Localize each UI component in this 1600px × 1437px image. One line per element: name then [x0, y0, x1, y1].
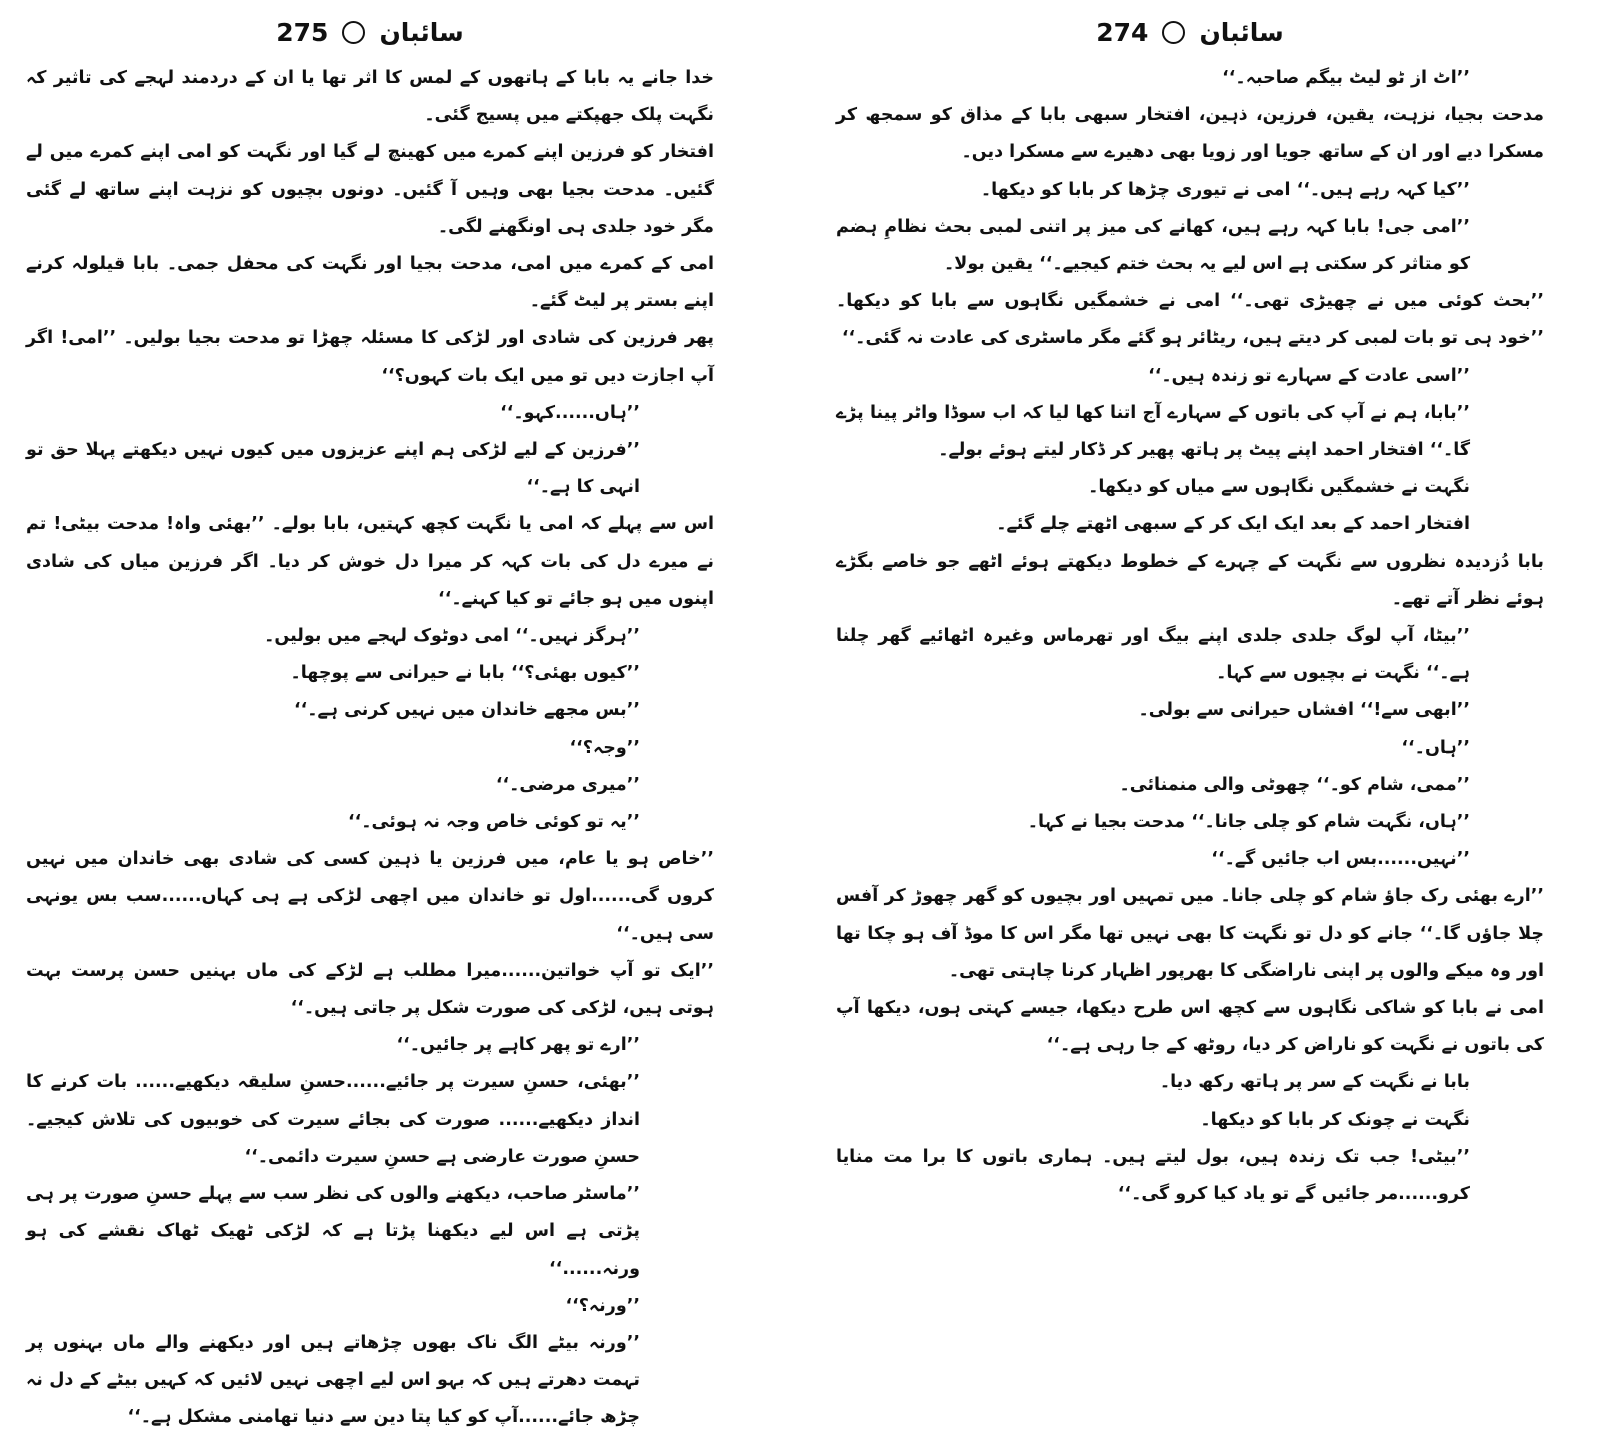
- paragraph: ’’ابھی سے!‘‘ افشاں حیرانی سے بولی۔: [1138, 700, 1470, 721]
- paragraph: بابا دُزدیدہ نظروں سے نگہت کے چہرے کے خطوط دیکھتے ہوئے اٹھے جو خاصے بگڑے ہوئے نظر آتے تھے۔: [836, 551, 1544, 609]
- paragraph: ’’بیٹا، آپ لوگ جلدی جلدی اپنے بیگ اور تھرماس وغیرہ اٹھائیے گھر چلنا ہے۔‘‘ نگہت نے بچیوں سے کہا۔: [836, 626, 1470, 684]
- paragraph: ’’ہاں۔‘‘: [1401, 737, 1470, 758]
- page-number: 274: [1096, 17, 1149, 47]
- paragraph: ’’ارے بھئی رک جاؤ شام کو چلی جانا۔ میں تمہیں اور بچیوں کو گھر چھوڑ کر آفس چلا جاؤں گا۔‘‘ جانے کو دل تو نگہت کا بھی نہیں تھا مگر اس کا موڈ آف ہو چکا تھا اور وہ میکے والوں پر اپنی ناراضگی کا بھرپور اظہار کرنا چاہتی تھی۔: [836, 886, 1544, 981]
- circle-ornament-icon: [1162, 21, 1185, 44]
- paragraph: ’’ارے تو پھر کاہے پر جائیں۔‘‘: [396, 1035, 640, 1056]
- paragraph: ’’کیوں بھئی؟‘‘ بابا نے حیرانی سے پوچھا۔: [290, 663, 640, 684]
- paragraph: ’’وجہ؟‘‘: [569, 737, 640, 758]
- paragraph: ’’بیٹی! جب تک زندہ ہیں، بول لیتے ہیں۔ ہماری باتوں کا برا مت منایا کرو......مر جائیں گے تو یاد کیا کرو گی۔‘‘: [836, 1146, 1470, 1205]
- paragraph: افتخار احمد کے بعد ایک ایک کر کے سبھی اٹھتے چلے گئے۔: [996, 514, 1470, 535]
- right-page: [830, 0, 1550, 1298]
- paragraph: ’’ورنہ بیٹے الگ ناک بھوں چڑھاتے ہیں اور دیکھنے والے ماں بہنوں پر تہمت دھرتے ہیں کہ بہو اس لیے اچھی نہیں لائیں کہ کہیں بیٹے کے دل نہ چڑھ جائے......آپ کو کیا پتا دین سے دنیا تھامنی مشکل ہے۔‘‘: [26, 1332, 640, 1428]
- paragraph: ’’بس مجھے خاندان میں نہیں کرنی ہے۔‘‘: [293, 700, 640, 721]
- paragraph: ’’ہاں......کہو۔‘‘: [500, 402, 640, 423]
- paragraph: ’’بحث کوئی میں نے چھیڑی تھی۔‘‘ امی نے خشمگیں نگاہوں سے بابا کو دیکھا۔ ’’خود ہی تو بات لمبی کر دیتے ہیں، ریٹائر ہو گئے مگر ماسٹری کی عادت نہ گئی۔‘‘: [836, 291, 1544, 349]
- paragraph: خدا جانے یہ بابا کے ہاتھوں کے لمس کا اثر تھا یا ان کے دردمند لہجے کی تاثیر کہ نگہت پلک جھپکتے میں پسیج گئی۔: [26, 68, 714, 126]
- paragraph: ’’ہرگز نہیں۔‘‘ امی دوٹوک لہجے میں بولیں۔: [264, 626, 640, 647]
- page-number: 275: [276, 17, 329, 47]
- paragraph: ’’امی جی! بابا کہہ رہے ہیں، کھانے کی میز پر اتنی لمبی بحث نظامِ ہضم کو متاثر کر سکتی ہے اس لیے یہ بحث ختم کیجیے۔‘‘ یقین بولا۔: [836, 216, 1470, 275]
- paragraph: ’’اسی عادت کے سہارے تو زندہ ہیں۔‘‘: [1148, 365, 1470, 386]
- paragraph: ’’کیا کہہ رہے ہیں۔‘‘ امی نے تیوری چڑھا کر بابا کو دیکھا۔: [980, 179, 1470, 200]
- paragraph: ’’ورنہ؟‘‘: [565, 1295, 640, 1316]
- right-page-header: [830, 8, 1550, 56]
- paragraph: ’’ممی، شام کو۔‘‘ چھوٹی والی منمنائی۔: [1119, 774, 1470, 795]
- paragraph: مدحت بجیا، نزہت، یقین، فرزین، ذہین، افتخار سبھی بابا کے مذاق کو سمجھ کر مسکرا دیے اور ان کے ساتھ جویا اور زویا بھی دھیرے سے مسکرا دیں۔: [836, 105, 1544, 163]
- paragraph: ’’ہاں، نگہت شام کو چلی جانا۔‘‘ مدحت بجیا نے کہا۔: [1027, 812, 1470, 833]
- running-title: سائبان: [379, 17, 464, 47]
- paragraph: ’’نہیں......بس اب جائیں گے۔‘‘: [1211, 849, 1470, 870]
- left-page: [20, 0, 720, 1428]
- paragraph: نگہت نے چونک کر بابا کو دیکھا۔: [1200, 1109, 1470, 1130]
- paragraph: ’’فرزین کے لیے لڑکی ہم اپنے عزیزوں میں کیوں نہیں دیکھتے پہلا حق تو انہی کا ہے۔‘‘: [26, 440, 640, 498]
- paragraph: اس سے پہلے کہ امی یا نگہت کچھ کہتیں، بابا بولے۔ ’’بھئی واہ! مدحت بیٹی! تم نے میرے دل کی بات کہہ کر میرا دل خوش کر دیا۔ اگر فرزین میاں کی شادی اپنوں میں ہو جائے تو کیا کہنے۔‘‘: [26, 514, 714, 609]
- paragraph: بابا نے نگہت کے سر پر ہاتھ رکھ دیا۔: [1159, 1072, 1470, 1093]
- circle-ornament-icon: [342, 21, 365, 44]
- paragraph: ’’بابا، ہم نے آپ کی باتوں کے سہارے آج اتنا کھا لیا کہ اب سوڈا واٹر پینا پڑے گا۔‘‘ افتخار احمد اپنے پیٹ پر ہاتھ پھیر کر ڈکار لیتے ہوئے بولے۔: [836, 402, 1470, 461]
- left-page-header: [20, 8, 720, 56]
- right-page-body: [836, 60, 1544, 1213]
- paragraph: ’’میری مرضی۔‘‘: [495, 774, 640, 795]
- left-page-body: [26, 60, 714, 1437]
- paragraph: ’’ماسٹر صاحب، دیکھنے والوں کی نظر سب سے پہلے حسنِ صورت پر ہی پڑتی ہے اس لیے دیکھنا پڑتا ہے کہ لڑکی ٹھیک ٹھاک نقشے کی ہو ورنہ......‘‘: [26, 1184, 640, 1279]
- paragraph: ’’ایک تو آپ خواتین......میرا مطلب ہے لڑکے کی ماں بہنیں حسن پرست بہت ہوتی ہیں، لڑکی کی صورت شکل پر جاتی ہیں۔‘‘: [26, 960, 714, 1019]
- paragraph: ’’خاص ہو یا عام، میں فرزین یا ذہین کسی کی شادی بھی خاندان میں نہیں کروں گی......اول تو خاندان میں اچھی لڑکی ہے ہی کہاں......سب بس یونہی سی ہیں۔‘‘: [26, 849, 714, 944]
- paragraph: افتخار کو فرزین اپنے کمرے میں کھینچ لے گیا اور نگہت کو امی اپنے کمرے میں لے گئیں۔ مدحت بجیا بھی وہیں آ گئیں۔ دونوں بچیوں کو نزہت اپنے ساتھ لے گئی مگر خود جلدی ہی اونگھنے لگی۔: [26, 142, 714, 237]
- running-title: سائبان: [1199, 17, 1284, 47]
- paragraph: امی نے بابا کو شاکی نگاہوں سے کچھ اس طرح دیکھا، جیسے کہتی ہوں، دیکھا آپ کی باتوں نے نگہت کو ناراض کر دیا، روٹھ کے جا رہی ہے۔‘‘: [836, 998, 1544, 1056]
- paragraph: ’’یہ تو کوئی خاص وجہ نہ ہوئی۔‘‘: [348, 812, 640, 833]
- paragraph: نگہت نے خشمگیں نگاہوں سے میاں کو دیکھا۔: [1088, 477, 1470, 498]
- paragraph: ’’بھئی، حسنِ سیرت پر جائیے......حسنِ سلیقہ دیکھیے...... بات کرنے کا انداز دیکھیے...... صورت کی بجائے سیرت کی خوبیوں کی تلاش کیجیے۔ حسنِ صورت عارضی ہے حسنِ سیرت دائمی۔‘‘: [26, 1072, 640, 1167]
- paragraph: ’’اٹ از ٹو لیٹ بیگم صاحبہ۔‘‘: [1222, 68, 1470, 88]
- paragraph: امی کے کمرے میں امی، مدحت بجیا اور نگہت کی محفل جمی۔ بابا قیلولہ کرنے اپنے بستر پر لیٹ گئے۔: [26, 254, 714, 312]
- paragraph: پھر فرزین کی شادی اور لڑکی کا مسئلہ چھڑا تو مدحت بجیا بولیں۔ ’’امی! اگر آپ اجازت دیں تو میں ایک بات کہوں؟‘‘: [26, 328, 714, 386]
